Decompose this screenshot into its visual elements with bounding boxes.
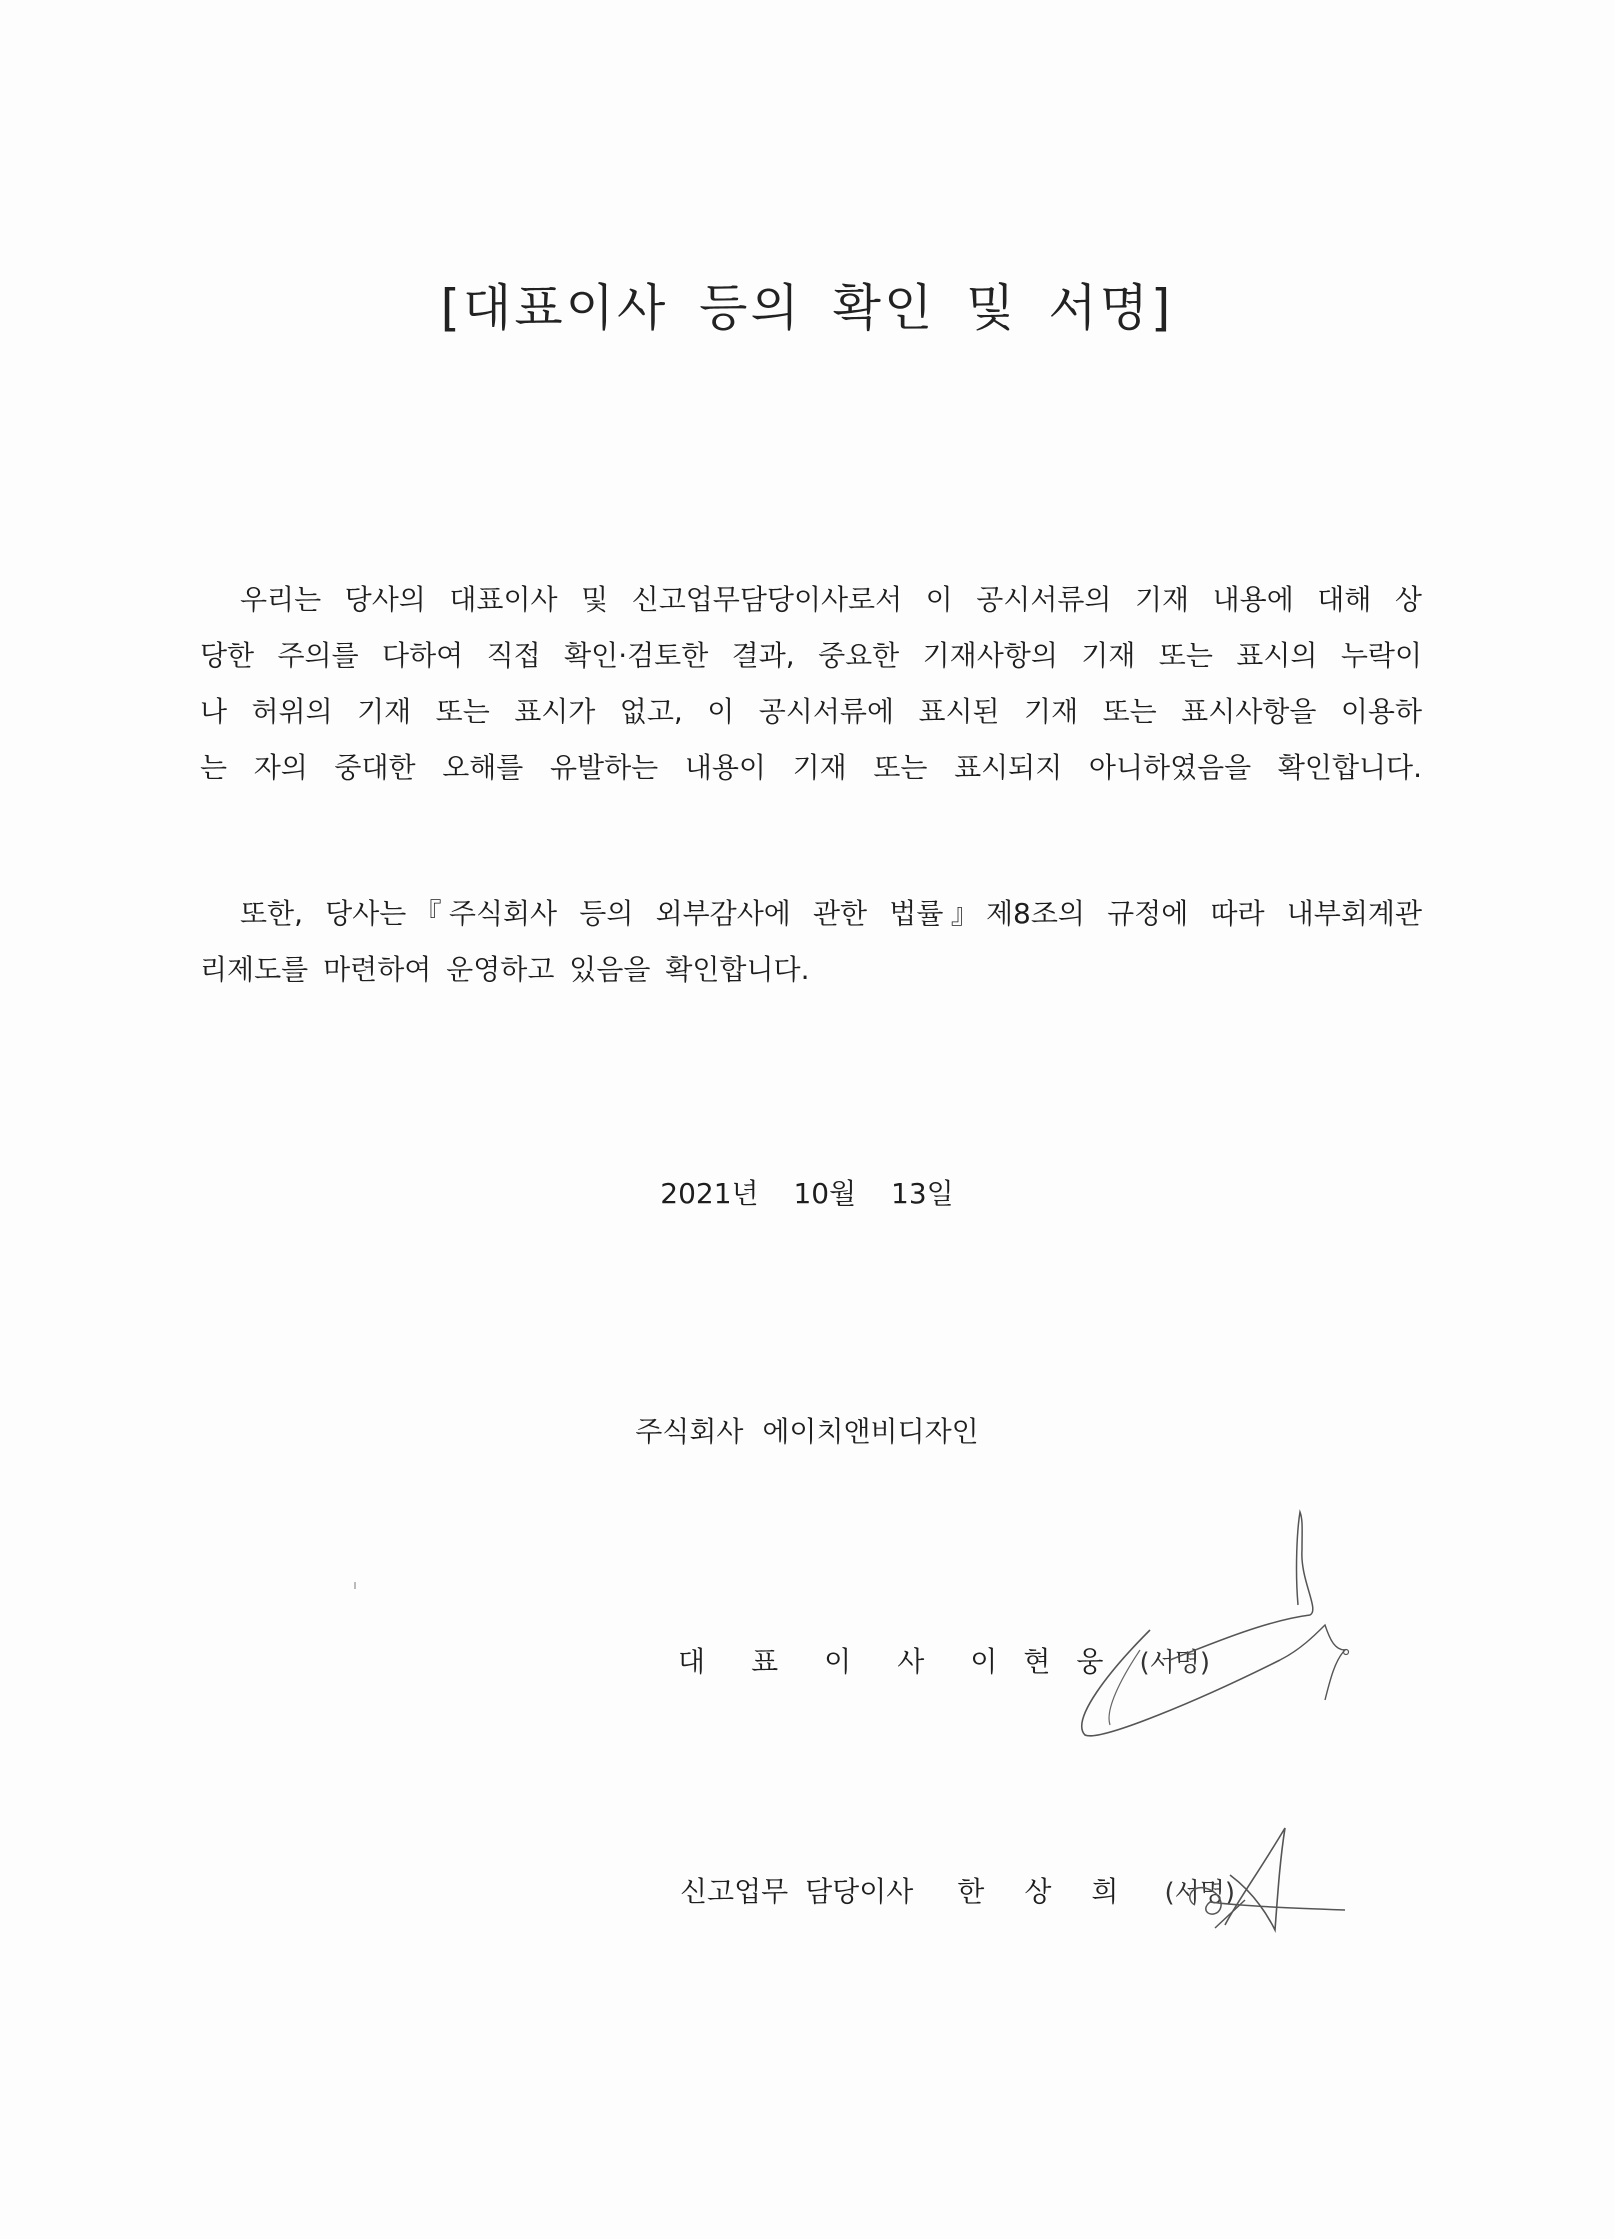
confirmation-paragraph xyxy=(200,572,1422,796)
name-char: 상 xyxy=(1024,1875,1052,1908)
name-char: 이 xyxy=(970,1645,998,1678)
paragraph-line: 우리는 당사의 대표이사 및 신고업무담당이사로서 이 공시서류의 기재 내용에 대해 상 xyxy=(240,583,1422,616)
name-char: 희 xyxy=(1091,1875,1119,1908)
paragraph-line: 당한 주의를 다하여 직접 확인·검토한 결과, 중요한 기재사항의 기재 또는 표시의 누락이 xyxy=(200,639,1422,672)
internal-control-paragraph xyxy=(200,886,1422,998)
role-char: 대 xyxy=(678,1645,706,1678)
signatory-role xyxy=(678,1640,970,1680)
paragraph-line: 나 허위의 기재 또는 표시가 없고, 이 공시서류에 표시된 기재 또는 표시사항을 이용하 xyxy=(200,695,1422,728)
paragraph-line: 리제도를 마련하여 운영하고 있음을 확인합니다. xyxy=(200,953,810,986)
paragraph-line: 는 자의 중대한 오해를 유발하는 내용이 기재 또는 표시되지 아니하였음을 확인합니다. xyxy=(200,751,1422,784)
document-title: [대표이사 등의 확인 및 서명] xyxy=(440,279,1174,337)
name-char: 현 xyxy=(1023,1645,1051,1678)
role-char: 표 xyxy=(751,1645,779,1678)
signatory-name xyxy=(957,1870,1158,1910)
reporting-director-signature-row xyxy=(680,1870,1235,1910)
company-name: 주식회사 에이치앤비디자인 xyxy=(635,1415,979,1448)
name-char: 한 xyxy=(957,1875,985,1908)
document-date: 2021년 10월 13일 xyxy=(660,1177,954,1210)
sign-mark: (서명) xyxy=(1164,1877,1236,1908)
paragraph-line: 또한, 당사는『주식회사 등의 외부감사에 관한 법률』제8조의 규정에 따라 내부회계관 xyxy=(240,897,1422,930)
role-char: 이 xyxy=(824,1645,852,1678)
signatory-role: 신고업무 담당이사 xyxy=(680,1875,914,1908)
sign-mark: (서명) xyxy=(1139,1647,1210,1678)
director-handwritten-signature-icon xyxy=(1170,1820,1350,1950)
name-char: 웅 xyxy=(1076,1645,1104,1678)
scan-speck xyxy=(354,1582,356,1589)
ceo-handwritten-signature-icon xyxy=(1080,1510,1360,1750)
role-char: 사 xyxy=(897,1645,925,1678)
